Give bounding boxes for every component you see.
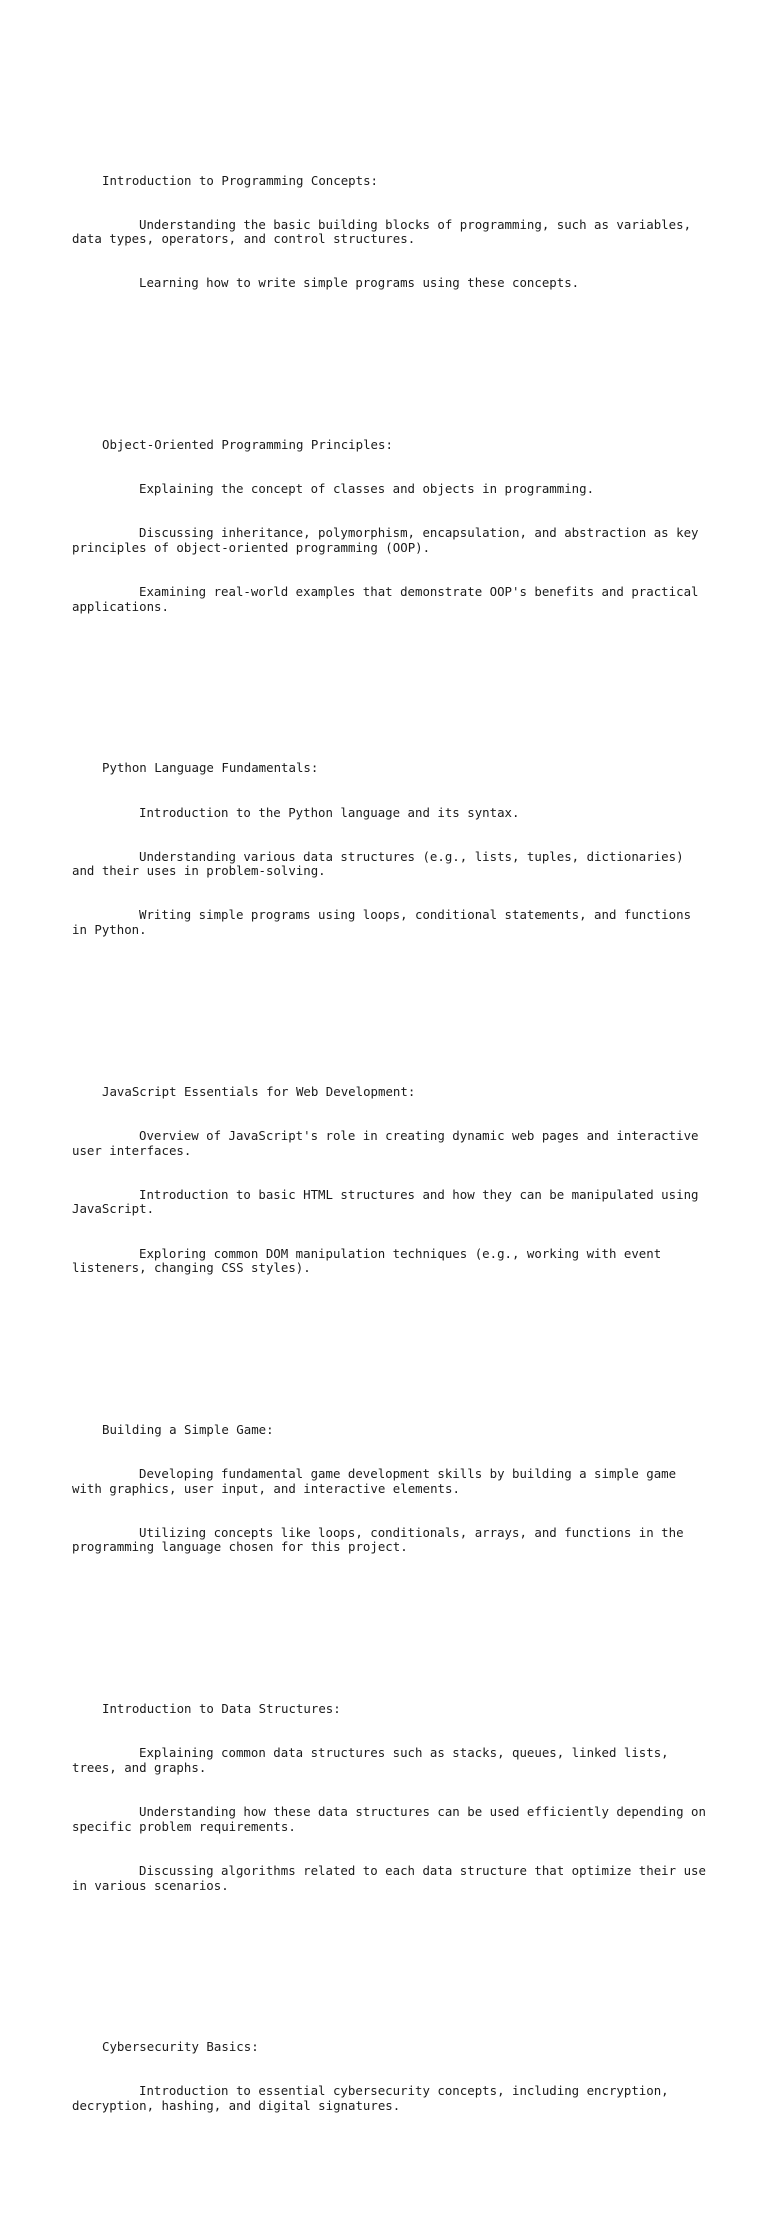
section-item: Understanding the basic building blocks of programming, such as variables, data types, operators, and control structures.	[72, 216, 699, 247]
section-item: Explaining common data structures such as stacks, queues, linked lists, trees, and graphs.	[72, 1745, 677, 1775]
section-item: Discussing algorithms related to each data structure that optimize their use in various scenarios.	[72, 1862, 714, 1893]
section-item: Overview of JavaScript's role in creating dynamic web pages and interactive user interfaces.	[72, 1127, 706, 1158]
section-programming-concepts	[72, 144, 712, 320]
section-item: Discussing inheritance, polymorphism, encapsulation, and abstraction as key principles of object-oriented programming (OOP).	[72, 525, 706, 555]
section-item: Examining real-world examples that demonstrate OOP's benefits and practical applications.	[72, 584, 706, 614]
section-cybersecurity-basics	[72, 2011, 712, 2143]
section-heading: Python Language Fundamentals:	[102, 760, 319, 776]
section-item: Developing fundamental game development skills by building a simple game with graphics, user input, and interactive elements.	[72, 1465, 684, 1496]
section-simple-game	[72, 1393, 712, 1584]
section-heading: Object-Oriented Programming Principles:	[102, 437, 393, 453]
section-item: Writing simple programs using loops, conditional statements, and functions in Python.	[72, 907, 699, 938]
section-item: Learning how to write simple programs using these concepts.	[139, 275, 580, 291]
section-item: Understanding various data structures (e.g., lists, tuples, dictionaries) and their uses in problem-solving.	[72, 848, 692, 879]
section-item: Introduction to essential cybersecurity concepts, including encryption, decryption, hashing, and digital signatures.	[72, 2083, 677, 2113]
section-oop-principles	[72, 409, 712, 644]
section-heading: Introduction to Programming Concepts:	[102, 172, 379, 188]
section-item: Utilizing concepts like loops, conditionals, arrays, and functions in the programming language chosen for this project.	[72, 1524, 692, 1555]
section-python-fundamentals	[72, 732, 712, 967]
section-item: Exploring common DOM manipulation techniques (e.g., working with event listeners, changing CSS styles).	[72, 1245, 669, 1276]
section-heading: Introduction to Data Structures:	[102, 1701, 341, 1717]
section-javascript-essentials	[72, 1055, 712, 1305]
section-item: Introduction to basic HTML structures and how they can be manipulated using JavaScript.	[72, 1186, 706, 1217]
section-heading: JavaScript Essentials for Web Development:	[102, 1083, 416, 1099]
section-item: Understanding how these data structures can be used efficiently depending on specific problem requirements.	[72, 1804, 714, 1834]
section-item: Explaining the concept of classes and objects in programming.	[139, 481, 595, 497]
section-data-structures	[72, 1673, 712, 1923]
section-heading: Cybersecurity Basics:	[102, 2039, 259, 2055]
document-page	[72, 100, 712, 2216]
section-heading: Building a Simple Game:	[102, 1421, 274, 1437]
section-item: Introduction to the Python language and its syntax.	[139, 804, 520, 820]
